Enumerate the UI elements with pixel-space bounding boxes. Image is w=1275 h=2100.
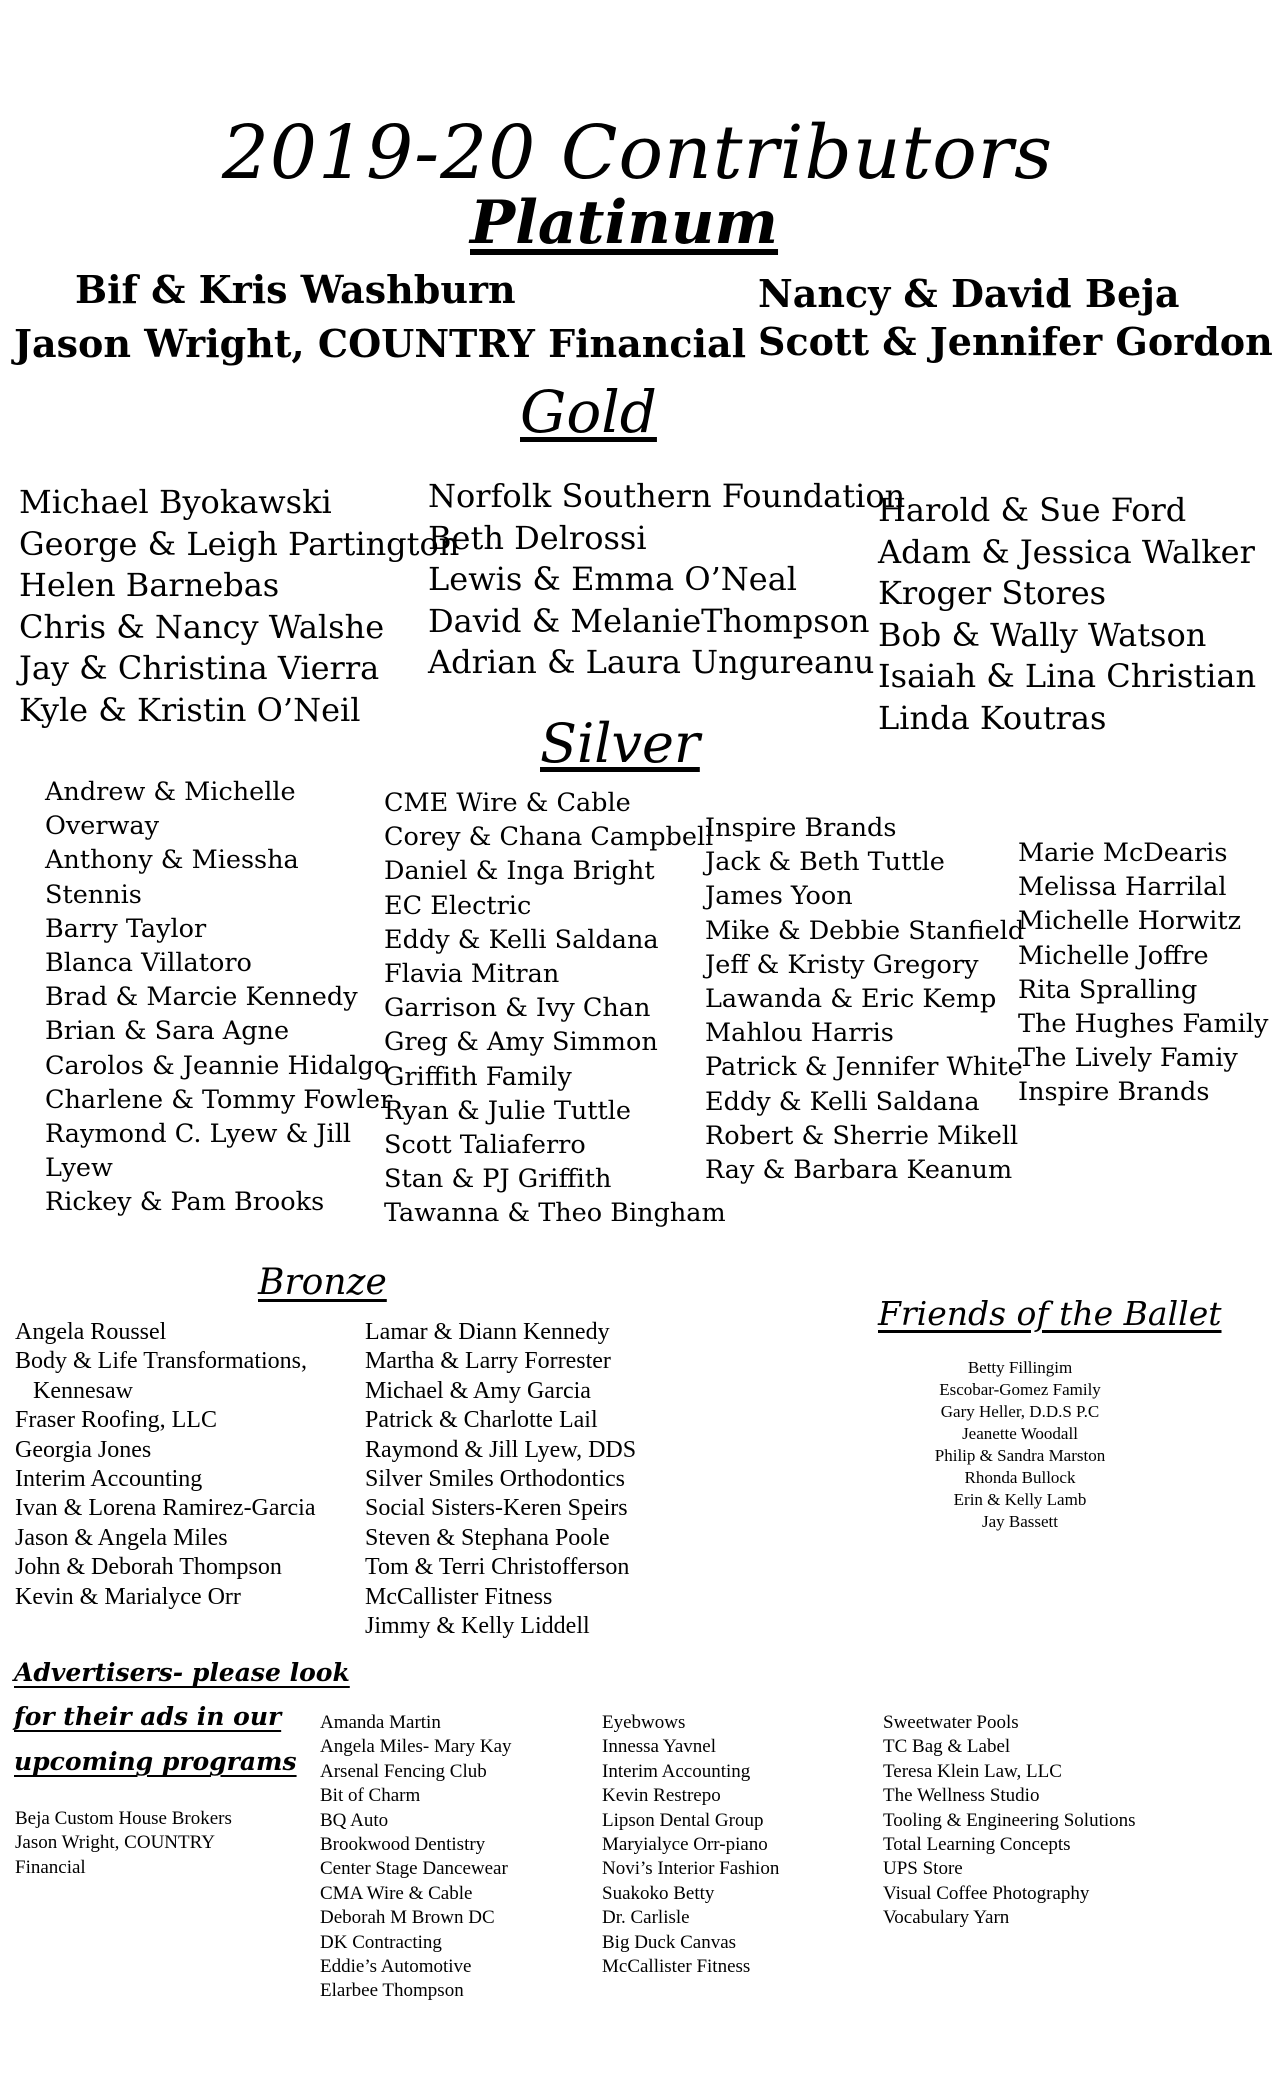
list-item: Bit of Charm xyxy=(320,1785,421,1807)
advertisers-column-3 xyxy=(602,1711,779,1979)
list-item: McCallister Fitness xyxy=(602,1956,751,1978)
list-item: Fraser Roofing, LLC xyxy=(15,1407,217,1434)
list-item: Dr. Carlisle xyxy=(602,1907,690,1929)
list-item: Lewis & Emma O’Neal xyxy=(428,560,798,598)
list-item: Brian & Sara Agne xyxy=(45,1016,290,1047)
list-item: Amanda Martin xyxy=(320,1712,441,1733)
list-item: Carolos & Jeannie Hidalgo xyxy=(45,1050,390,1081)
platinum-name: Scott & Jennifer Gordon xyxy=(758,319,1273,364)
list-item: Tooling & Engineering Solutions xyxy=(883,1809,1136,1831)
list-item: Tawanna & Theo Bingham xyxy=(384,1198,726,1229)
list-item: John & Deborah Thompson xyxy=(15,1554,282,1581)
list-item: TC Bag & Label xyxy=(883,1736,1011,1758)
list-item: Arsenal Fencing Club xyxy=(320,1760,487,1782)
list-item: Garrison & Ivy Chan xyxy=(384,993,651,1024)
list-item: George & Leigh Partington xyxy=(19,524,460,563)
list-item: Kevin Restrepo xyxy=(602,1785,721,1807)
gold-column-2 xyxy=(428,476,905,684)
list-item: Elarbee Thompson xyxy=(320,1980,464,2002)
advertisers-column-2 xyxy=(320,1711,512,2004)
list-item: Raymond & Jill Lyew, DDS xyxy=(365,1436,637,1463)
list-item: Big Duck Canvas xyxy=(602,1931,737,1953)
list-item: Norfolk Southern Foundation xyxy=(428,477,906,515)
list-item: Body & Life Transformations, xyxy=(15,1348,307,1375)
list-item: Lipson Dental Group xyxy=(602,1809,764,1831)
list-item: Center Stage Dancewear xyxy=(320,1858,508,1880)
list-item: Melissa Harrilal xyxy=(1018,872,1227,903)
platinum-heading: Platinum xyxy=(470,188,779,258)
list-item: Steven & Stephana Poole xyxy=(365,1524,610,1551)
list-item: Sweetwater Pools xyxy=(883,1712,1019,1733)
list-item: Social Sisters-Keren Speirs xyxy=(365,1495,628,1522)
list-item: Adrian & Laura Ungureanu xyxy=(428,643,875,681)
list-item: Jack & Beth Tuttle xyxy=(705,847,945,878)
silver-column-1 xyxy=(45,775,392,1220)
list-item: Isaiah & Lina Christian xyxy=(878,657,1257,695)
list-item: Griffith Family xyxy=(384,1061,572,1092)
silver-column-2 xyxy=(384,786,726,1231)
list-item: Marie McDearis xyxy=(1018,838,1228,868)
list-item: Rhonda Bullock xyxy=(964,1468,1076,1487)
list-item: Silver Smiles Orthodontics xyxy=(365,1466,625,1493)
list-item: Rita Spralling xyxy=(1018,974,1198,1005)
list-item: Jason Wright, COUNTRY xyxy=(15,1832,215,1854)
platinum-name: Jason Wright, COUNTRY Financial xyxy=(14,321,747,366)
list-item: Charlene & Tommy Fowler xyxy=(45,1084,393,1115)
list-item: Blanca Villatoro xyxy=(45,948,252,979)
list-item: Teresa Klein Law, LLC xyxy=(883,1760,1062,1782)
list-item: Flavia Mitran xyxy=(384,959,560,990)
list-item: Beja Custom House Brokers xyxy=(15,1808,232,1829)
list-item: Greg & Amy Simmon xyxy=(384,1027,658,1058)
list-item: Barry Taylor xyxy=(45,913,207,944)
advertisers-column-4 xyxy=(883,1711,1136,1931)
list-item: Jeff & Kristy Gregory xyxy=(705,949,979,980)
bronze-column-1 xyxy=(15,1318,316,1612)
list-item: Michael Byokawski xyxy=(19,483,332,521)
list-item: Kyle & Kristin O’Neil xyxy=(19,690,361,729)
silver-heading: Silver xyxy=(540,712,700,775)
advertisers-heading-line-2: for their ads in our xyxy=(14,1702,282,1731)
list-item: Patrick & Jennifer White xyxy=(705,1052,1023,1083)
list-item: Corey & Chana Campbell xyxy=(384,822,714,853)
list-item: Angela Roussel xyxy=(15,1319,167,1345)
list-item: Visual Coffee Photography xyxy=(883,1882,1090,1904)
list-item: Stan & PJ Griffith xyxy=(384,1164,612,1195)
list-item: Harold & Sue Ford xyxy=(878,491,1187,529)
advertisers-heading-line-3: upcoming programs xyxy=(14,1747,297,1776)
list-item: Helen Barnebas xyxy=(19,566,280,604)
list-item: Vocabulary Yarn xyxy=(883,1907,1010,1929)
list-item: Lamar & Diann Kennedy xyxy=(365,1319,610,1345)
page-title: 2019-20 Contributors xyxy=(221,110,1054,196)
list-item: Escobar-Gomez Family xyxy=(939,1380,1101,1399)
list-item: Brad & Marcie Kennedy xyxy=(45,982,358,1013)
list-item: Financial xyxy=(15,1856,86,1878)
list-item: CMA Wire & Cable xyxy=(320,1882,473,1904)
list-item: Ivan & Lorena Ramirez-Garcia xyxy=(15,1495,316,1522)
list-item: Ray & Barbara Keanum xyxy=(705,1155,1013,1186)
list-item: CME Wire & Cable xyxy=(384,788,631,818)
list-item: Eyebwows xyxy=(602,1712,686,1733)
list-item: Patrick & Charlotte Lail xyxy=(365,1407,598,1434)
list-item: Georgia Jones xyxy=(15,1436,152,1463)
list-item: The Wellness Studio xyxy=(883,1785,1040,1807)
list-item: Scott Taliaferro xyxy=(384,1130,586,1161)
list-item: Ryan & Julie Tuttle xyxy=(384,1095,632,1126)
friends-list xyxy=(860,1357,1180,1533)
advertisers-column-1 xyxy=(15,1807,232,1880)
advertisers-heading-line-1: Advertisers- please look xyxy=(14,1658,350,1687)
list-item: Andrew & Michelle xyxy=(45,777,296,807)
platinum-name: Bif & Kris Washburn xyxy=(75,267,516,312)
list-item: Raymond C. Lyew & Jill xyxy=(45,1119,351,1150)
bronze-column-2 xyxy=(365,1318,636,1641)
list-item: Lyew xyxy=(45,1153,113,1184)
list-item: Jimmy & Kelly Liddell xyxy=(365,1613,590,1640)
list-item: Novi’s Interior Fashion xyxy=(602,1858,780,1880)
list-item: Beth Delrossi xyxy=(428,518,647,557)
list-item: Erin & Kelly Lamb xyxy=(953,1490,1087,1509)
list-item: Suakoko Betty xyxy=(602,1882,715,1904)
list-item: Mahlou Harris xyxy=(705,1018,894,1049)
friends-heading: Friends of the Ballet xyxy=(878,1294,1222,1333)
list-item: Kennesaw xyxy=(15,1377,133,1404)
list-item: Jeanette Woodall xyxy=(962,1424,1078,1443)
gold-column-3 xyxy=(878,490,1256,739)
list-item: Lawanda & Eric Kemp xyxy=(705,984,997,1015)
list-item: Deborah M Brown DC xyxy=(320,1907,495,1929)
list-item: Kroger Stores xyxy=(878,574,1107,612)
list-item: Philip & Sandra Marston xyxy=(934,1446,1106,1465)
list-item: Michael & Amy Garcia xyxy=(365,1377,591,1404)
list-item: Total Learning Concepts xyxy=(883,1834,1071,1856)
list-item: BQ Auto xyxy=(320,1809,389,1831)
list-item: Martha & Larry Forrester xyxy=(365,1348,611,1375)
silver-column-4 xyxy=(1018,836,1268,1110)
gold-heading: Gold xyxy=(520,378,657,446)
list-item: Michelle Joffre xyxy=(1018,940,1209,971)
list-item: Innessa Yavnel xyxy=(602,1736,716,1758)
list-item: Gary Heller, D.D.S P.C xyxy=(940,1402,1100,1421)
list-item: Interim Accounting xyxy=(602,1760,751,1782)
list-item: Jason & Angela Miles xyxy=(15,1524,228,1551)
list-item: Interim Accounting xyxy=(15,1466,203,1493)
list-item: Kevin & Marialyce Orr xyxy=(15,1583,241,1610)
list-item: UPS Store xyxy=(883,1858,963,1880)
list-item: McCallister Fitness xyxy=(365,1583,553,1610)
list-item: Tom & Terri Christofferson xyxy=(365,1554,630,1581)
list-item: Eddy & Kelli Saldana xyxy=(705,1086,980,1117)
list-item: Angela Miles- Mary Kay xyxy=(320,1736,512,1758)
list-item: Daniel & Inga Bright xyxy=(384,856,655,887)
list-item: Inspire Brands xyxy=(1018,1077,1210,1108)
platinum-name: Nancy & David Beja xyxy=(758,271,1180,316)
list-item: Adam & Jessica Walker xyxy=(878,532,1255,571)
list-item: Linda Koutras xyxy=(878,698,1107,737)
list-item: Michelle Horwitz xyxy=(1018,906,1242,937)
list-item: Jay & Christina Vierra xyxy=(19,649,380,687)
list-item: Eddie’s Automotive xyxy=(320,1956,472,1978)
list-item: Bob & Wally Watson xyxy=(878,615,1207,654)
list-item: Brookwood Dentistry xyxy=(320,1834,486,1856)
list-item: Jay Bassett xyxy=(981,1512,1059,1531)
bronze-heading: Bronze xyxy=(258,1262,387,1303)
gold-column-1 xyxy=(19,482,459,731)
list-item: David & MelanieThompson xyxy=(428,601,870,640)
list-item: The Lively Famiy xyxy=(1018,1043,1238,1074)
list-item: Anthony & Miessha xyxy=(45,845,299,876)
list-item: Stennis xyxy=(45,879,142,910)
list-item: Robert & Sherrie Mikell xyxy=(705,1120,1019,1151)
list-item: Rickey & Pam Brooks xyxy=(45,1187,325,1218)
silver-column-3 xyxy=(705,811,1024,1187)
list-item: Mike & Debbie Stanfield xyxy=(705,915,1025,946)
list-item: James Yoon xyxy=(705,881,853,912)
list-item: EC Electric xyxy=(384,890,532,921)
list-item: Chris & Nancy Walshe xyxy=(19,607,385,646)
list-item: Maryialyce Orr-piano xyxy=(602,1834,768,1856)
list-item: The Hughes Family xyxy=(1018,1009,1269,1040)
list-item: Overway xyxy=(45,811,160,842)
list-item: Eddy & Kelli Saldana xyxy=(384,924,659,955)
list-item: Betty Fillingim xyxy=(967,1358,1073,1377)
list-item: Inspire Brands xyxy=(705,813,897,843)
list-item: DK Contracting xyxy=(320,1931,442,1953)
